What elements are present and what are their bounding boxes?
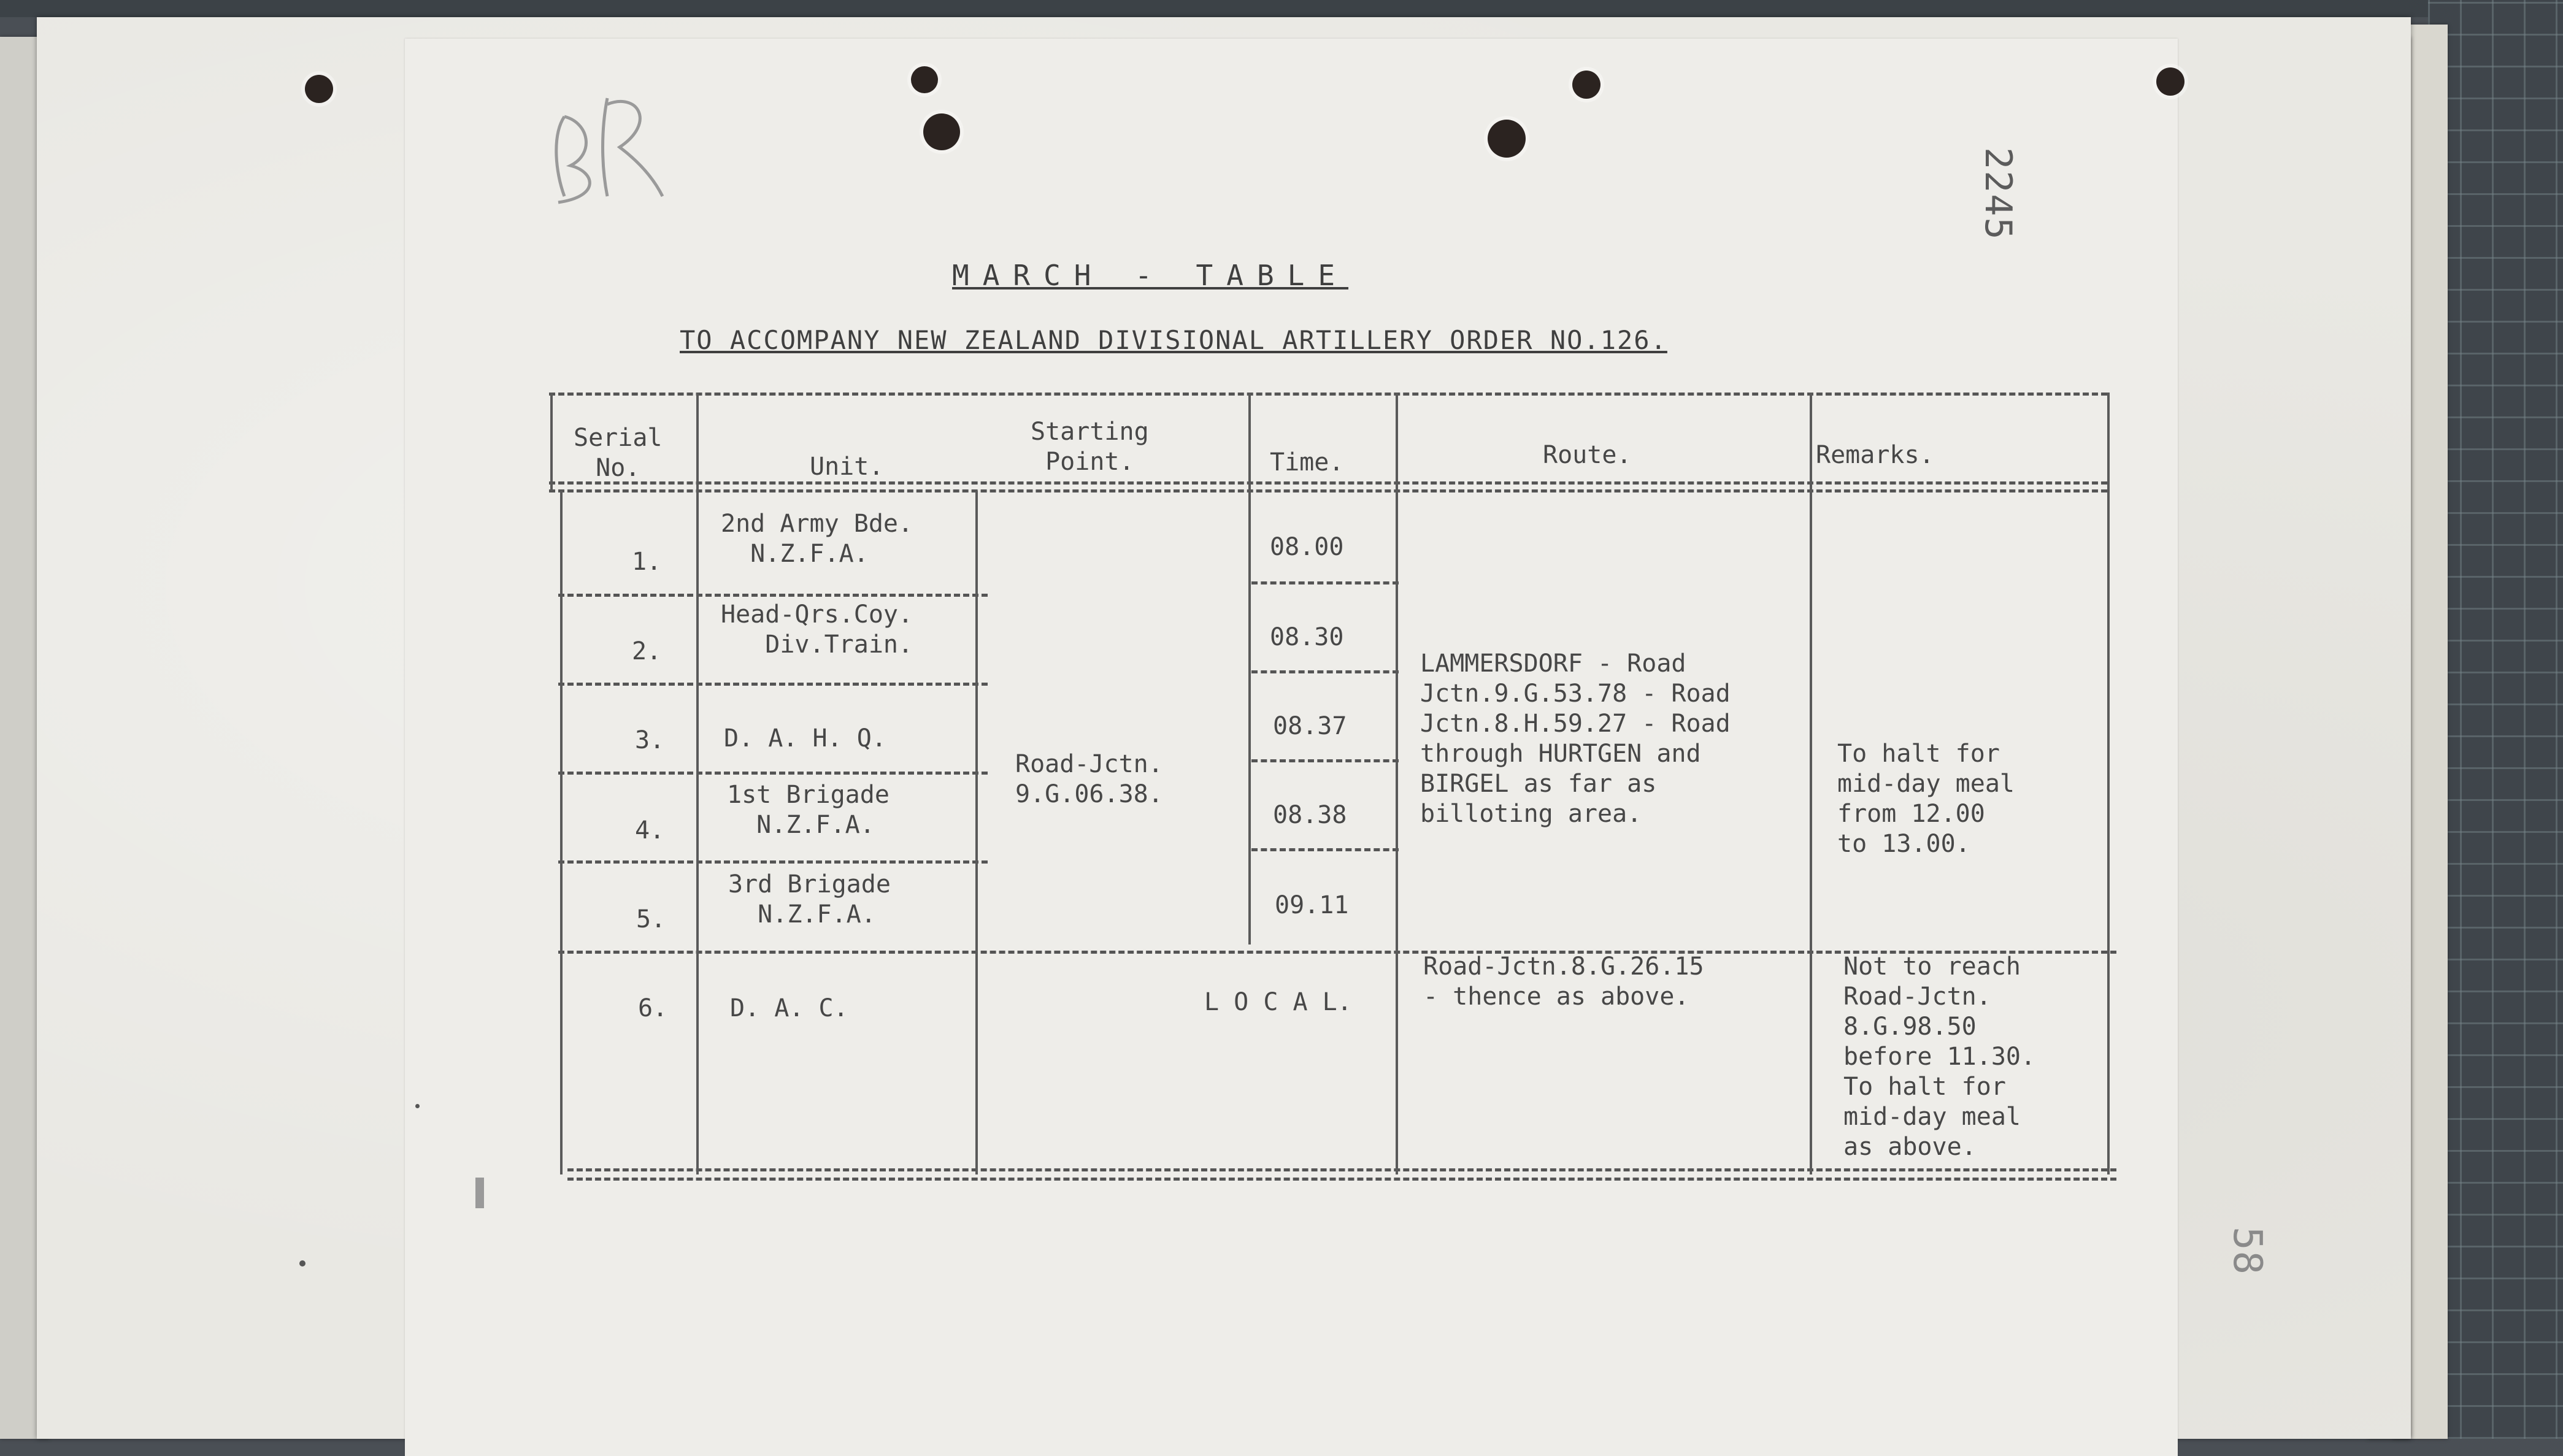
punch-hole [923,113,960,150]
margin-mark [475,1178,484,1208]
col-divider [1810,393,1812,1174]
starting-point-cell: Road-Jctn. 9.G.06.38. [1015,750,1163,808]
time-cell: 08.37 [1273,712,1347,740]
header-route: Route. [1543,441,1632,469]
cutting-mat-background [2428,0,2563,1439]
march-table [549,393,2116,1196]
table-border-left [560,491,563,1174]
table-border-left [550,393,553,491]
pencil-initials-mark [540,80,681,221]
punch-hole [2156,67,2185,96]
header-rule-double [549,489,2107,492]
col-divider [1396,393,1398,1174]
row-rule [558,594,988,597]
unit-cell: 1st Brigade N.Z.F.A. [727,781,890,839]
route-cell: LAMMERSDORF - Road Jctn.9.G.53.78 - Road Jctn.8.H.59.27 - Road through HURTGEN and BIRGEL as far as billoting area. [1420,649,1731,828]
row-rule [558,772,988,775]
col-divider [975,491,978,1174]
header-time: Time. [1270,448,1344,477]
time-rule [1251,670,1399,673]
header-serial: Serial No. [574,424,663,482]
col-divider [1248,393,1251,944]
serial-cell: 3. [635,726,665,754]
punch-hole [1488,120,1526,158]
reference-number: 2245 [1977,147,2019,241]
unit-cell: 2nd Army Bde. N.Z.F.A. [721,510,913,568]
time-cell: 09.11 [1275,891,1349,919]
serial-cell: 4. [635,816,665,845]
serial-cell: 2. [632,637,662,665]
header-starting-point: Starting Point. [1031,418,1149,476]
time-rule [1251,848,1399,851]
serial-cell: 5. [636,905,666,933]
page-number: 58 [2224,1227,2270,1276]
header-rule [549,481,2107,485]
table-border-right [2107,393,2110,1174]
punch-hole [911,66,938,93]
ink-speck [415,1104,420,1108]
row6-starting-cell: L O C A L. [1204,988,1352,1016]
header-remarks: Remarks. [1816,441,1934,469]
unit-cell: D. A. C. [730,994,848,1022]
punch-hole [305,75,333,103]
row6-remarks-cell: Not to reach Road-Jctn. 8.G.98.50 before 11.30. To halt for mid-day meal as above. [1843,952,2036,1161]
remarks-cell: To halt for mid-day meal from 12.00 to 13.00. [1837,740,2015,858]
col-divider [696,393,699,1174]
serial-cell: 1. [632,548,662,576]
time-rule [1251,759,1399,762]
table-border-bottom-double [567,1178,2116,1181]
ink-speck [299,1260,305,1266]
punch-hole [1572,71,1600,99]
table-border-bottom [567,1168,2116,1171]
serial-cell: 6. [638,994,668,1022]
row6-route-cell: Road-Jctn.8.G.26.15 - thence as above. [1423,952,1704,1011]
table-border-top [549,393,2107,396]
unit-cell: D. A. H. Q. [724,724,886,753]
unit-cell: 3rd Brigade N.Z.F.A. [728,870,891,929]
row-rule [558,860,988,864]
document-title: MARCH - TABLE [952,259,1349,292]
time-cell: 08.38 [1273,801,1347,829]
unit-cell: Head-Qrs.Coy. Div.Train. [721,600,913,659]
time-cell: 08.30 [1270,623,1344,651]
document-subtitle: TO ACCOMPANY NEW ZEALAND DIVISIONAL ARTILLERY ORDER NO.126. [680,325,1667,355]
header-unit: Unit. [810,453,884,481]
backdrop-top [0,0,2563,17]
time-rule [1251,581,1399,584]
row-rule [558,683,988,686]
time-cell: 08.00 [1270,533,1344,561]
